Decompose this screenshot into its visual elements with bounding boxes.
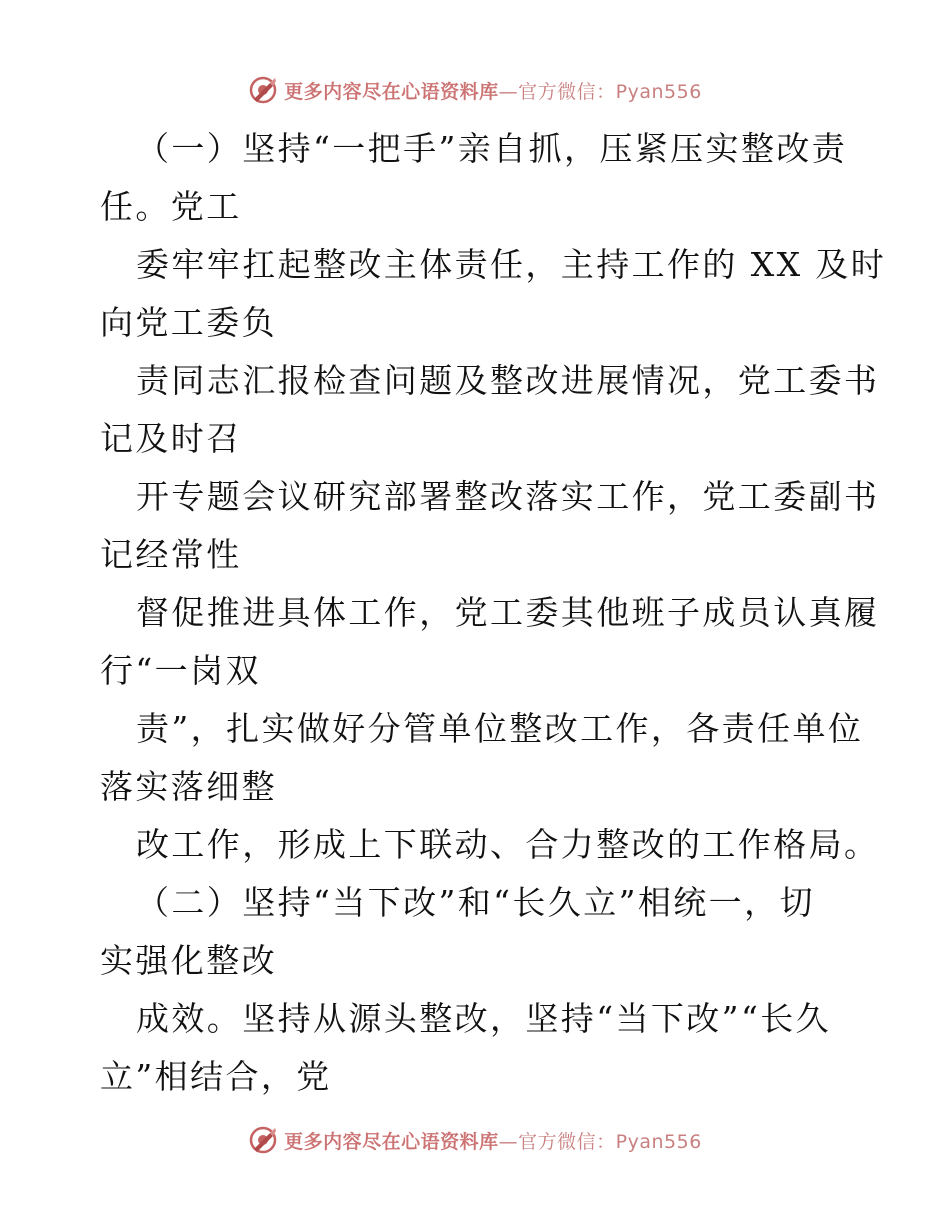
brand-logo-icon <box>248 1125 278 1155</box>
watermark-separator: — <box>498 1130 519 1153</box>
watermark-separator: — <box>498 80 519 103</box>
text-line: 成效。坚持从源头整改，坚持“当下改”“长久 <box>136 999 832 1038</box>
text-line: 开专题会议研究部署整改落实工作，党工委副书 <box>136 477 880 516</box>
text-line: 责”，扎实做好分管单位整改工作，各责任单位 <box>136 709 864 748</box>
watermark-contact: 官方微信：Pyan556 <box>518 80 702 103</box>
text-line: 行“一岗双 <box>100 651 261 690</box>
watermark-contact: 官方微信：Pyan556 <box>518 1130 702 1153</box>
text-line: 责同志汇报检查问题及整改进展情况，党工委书 <box>136 361 880 400</box>
text-line: 立”相结合，党 <box>100 1057 332 1096</box>
watermark-text <box>284 1127 702 1154</box>
text-line: （二）坚持“当下改”和“长久立”相统一，切 <box>136 883 815 922</box>
text-line: 委牢牢扛起整改主体责任，主持工作的 XX 及时 <box>136 245 887 284</box>
watermark-brand: 更多内容尽在心语资料库 <box>284 80 499 103</box>
text-line: 督促推进具体工作，党工委其他班子成员认真履 <box>136 593 880 632</box>
text-line: 任。党工 <box>100 187 242 226</box>
text-line: 记及时召 <box>100 419 242 458</box>
text-line: 实强化整改 <box>100 941 277 980</box>
document-body <box>100 120 887 1106</box>
footer-watermark <box>0 1120 950 1160</box>
header-watermark <box>0 70 950 110</box>
text-line: 向党工委负 <box>100 303 277 342</box>
watermark-brand: 更多内容尽在心语资料库 <box>284 1130 499 1153</box>
text-line: 改工作，形成上下联动、合力整改的工作格局。 <box>136 825 880 864</box>
text-line: （一）坚持“一把手”亲自抓，压紧压实整改责 <box>136 129 848 168</box>
text-line: 落实落细整 <box>100 767 277 806</box>
brand-logo-icon <box>248 75 278 105</box>
watermark-text <box>284 77 702 104</box>
text-line: 记经常性 <box>100 535 242 574</box>
